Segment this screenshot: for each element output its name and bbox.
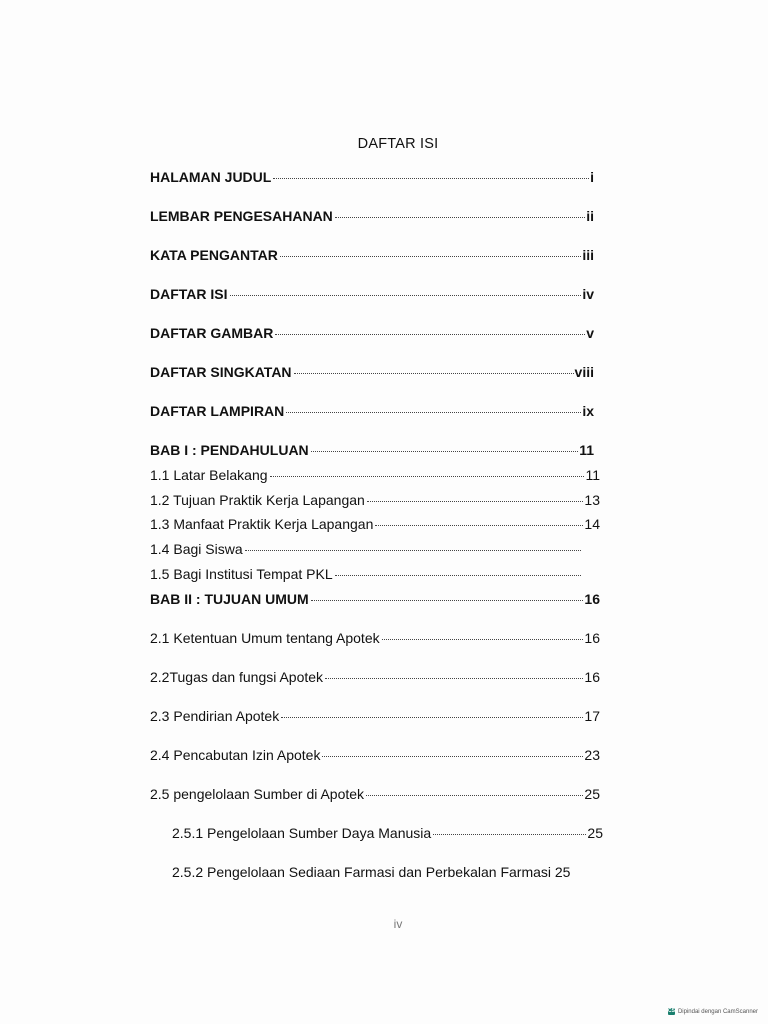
dot-leader (280, 256, 582, 257)
dot-leader (382, 639, 584, 640)
toc-entry-page: 16 (584, 630, 600, 646)
dot-leader (367, 501, 584, 502)
toc-entry-page: 11 (585, 467, 600, 483)
toc-entry (172, 825, 603, 841)
toc-entry-label: 2.2Tugas dan fungsi Apotek (150, 669, 324, 685)
toc-entry (150, 516, 600, 532)
toc-entry (150, 566, 582, 582)
toc-entry-page: 17 (584, 708, 600, 724)
toc-entry-page: v (586, 325, 594, 341)
toc-entry-label: 1.2 Tujuan Praktik Kerja Lapangan (150, 492, 365, 508)
toc-entry (150, 325, 594, 341)
toc-entry-label: 2.5 pengelolaan Sumber di Apotek (150, 786, 365, 802)
dot-leader (366, 795, 583, 796)
toc-entry (150, 467, 600, 483)
toc-entry (150, 630, 600, 646)
toc-entry (150, 669, 600, 685)
toc-entry-page: iv (582, 286, 594, 302)
dot-leader (311, 600, 584, 601)
dot-leader (281, 717, 583, 718)
toc-entry-label: 1.1 Latar Belakang (150, 467, 268, 483)
toc-entry-label: DAFTAR SINGKATAN (150, 364, 292, 380)
dot-leader (335, 217, 585, 218)
toc-entry-label: LEMBAR PENGESAHANAN (150, 208, 333, 224)
toc-entry-page: 14 (584, 516, 600, 532)
toc-entry (150, 591, 600, 607)
toc-entry-label: 2.5.2 Pengelolaan Sediaan Farmasi dan Perbekalan Farmasi 25 (172, 864, 571, 880)
toc-entry (150, 786, 600, 802)
dot-leader (273, 178, 589, 179)
toc-entry (150, 492, 600, 508)
toc-entry (150, 708, 600, 724)
dot-leader (335, 575, 581, 576)
toc-entry-page: iii (582, 247, 594, 263)
toc-entry-page: 25 (587, 825, 603, 841)
dot-leader (311, 451, 579, 452)
toc-entry (150, 208, 594, 224)
toc-entry-page: 16 (584, 669, 600, 685)
toc-entry-label: 2.5.1 Pengelolaan Sumber Daya Manusia (172, 825, 432, 841)
toc-entry (150, 247, 594, 263)
toc-entry (150, 541, 582, 557)
toc-entry (150, 747, 600, 763)
toc-entry (150, 286, 594, 302)
toc-entry (150, 169, 594, 185)
toc-entry-label: KATA PENGANTAR (150, 247, 278, 263)
toc-entry-page: i (590, 169, 594, 185)
toc-entry-label: 1.3 Manfaat Praktik Kerja Lapangan (150, 516, 374, 532)
toc-entry-label: HALAMAN JUDUL (150, 169, 272, 185)
dot-leader (294, 373, 574, 374)
page-number: iv (393, 917, 403, 931)
camscanner-icon: CS (667, 1008, 675, 1014)
toc-entry-page: ii (586, 208, 594, 224)
toc-entry (150, 403, 594, 419)
toc-entry (172, 864, 603, 880)
toc-entry-label: DAFTAR GAMBAR (150, 325, 274, 341)
toc-entry-page: 16 (584, 591, 600, 607)
toc-entry-label: 1.5 Bagi Institusi Tempat PKL (150, 566, 333, 582)
toc-entry-page: viii (574, 364, 594, 380)
dot-leader (433, 834, 586, 835)
dot-leader (245, 550, 581, 551)
dot-leader (230, 295, 582, 296)
toc-entry (150, 442, 594, 458)
toc-entry-page: ix (582, 403, 594, 419)
dot-leader (286, 412, 581, 413)
toc-entry-label: 1.4 Bagi Siswa (150, 541, 243, 557)
toc-entry-label: BAB I : PENDAHULUAN (150, 442, 309, 458)
dot-leader (375, 525, 583, 526)
toc-entry-page: 23 (584, 747, 600, 763)
toc-entry-label: DAFTAR LAMPIRAN (150, 403, 285, 419)
toc-title: DAFTAR ISI (357, 136, 439, 152)
dot-leader (275, 334, 585, 335)
toc-entry-label: 2.3 Pendirian Apotek (150, 708, 280, 724)
toc-entry-page: 11 (579, 442, 594, 458)
toc-entry (150, 364, 594, 380)
dot-leader (322, 756, 583, 757)
toc-entry-label: DAFTAR ISI (150, 286, 228, 302)
toc-entry-label: BAB II : TUJUAN UMUM (150, 591, 309, 607)
toc-entry-page: 25 (584, 786, 600, 802)
toc-entry-label: 2.4 Pencabutan Izin Apotek (150, 747, 321, 763)
toc-entry-label: 2.1 Ketentuan Umum tentang Apotek (150, 630, 380, 646)
dot-leader (270, 476, 585, 477)
scanner-watermark (668, 1008, 758, 1015)
toc-entry-page: 13 (584, 492, 600, 508)
dot-leader (325, 678, 583, 679)
scanner-text: Dipindai dengan CamScanner (677, 1008, 758, 1015)
